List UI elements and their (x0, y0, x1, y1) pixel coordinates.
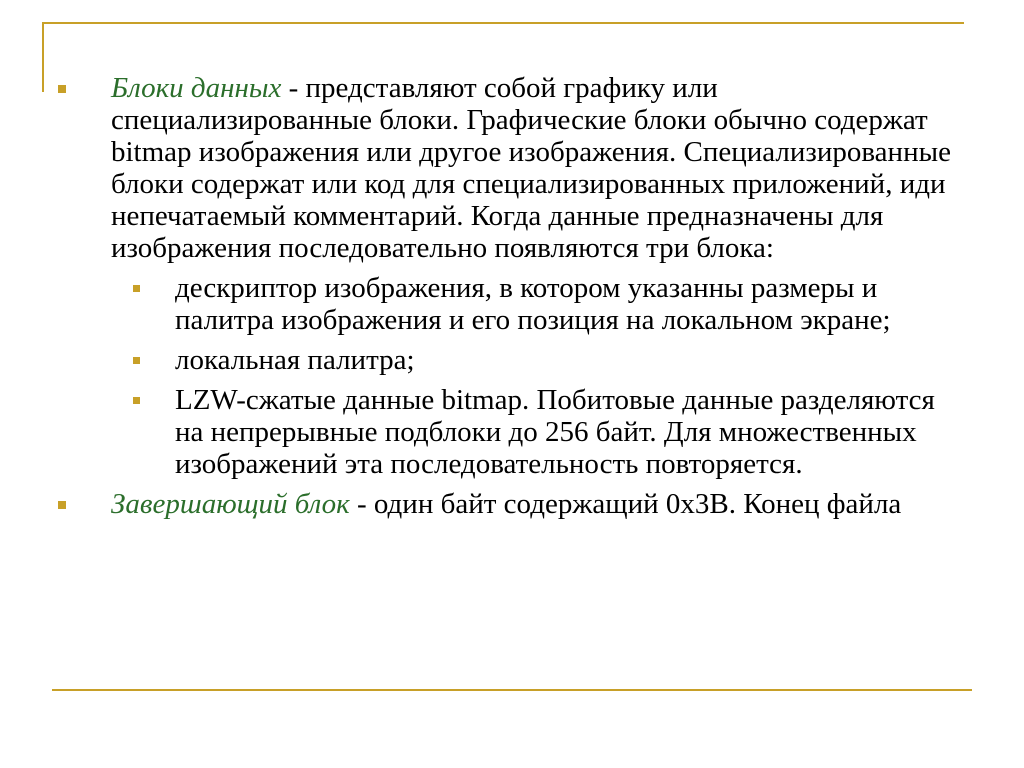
sublist-item (111, 344, 958, 376)
list-item-trailer-block (58, 488, 958, 520)
term-trailer-block: Завершающий блок (111, 488, 350, 520)
square-bullet-icon (133, 285, 140, 292)
square-bullet-icon (133, 357, 140, 364)
sublist-item-text: локальная палитра; (175, 344, 415, 376)
bottom-rule (52, 689, 972, 691)
sublist-item-text: дескриптор изображения, в котором указанны размеры и палитра изображения и его позиция на локальном экране; (175, 272, 891, 336)
square-bullet-icon (58, 501, 66, 509)
slide-content (58, 72, 958, 520)
sublist-item-text: LZW-сжатые данные bitmap. Побитовые данные разделяются на непрерывные подблоки до 256 байт. Для множественных изображений эта последовательность повторяется. (175, 384, 935, 480)
sublist-item (111, 384, 958, 480)
sublist-item (111, 272, 958, 336)
square-bullet-icon (58, 85, 66, 93)
sublist (111, 272, 958, 480)
term-data-blocks: Блоки данных (111, 72, 282, 104)
square-bullet-icon (133, 397, 140, 404)
item-text: - один байт содержащий 0x3B. Конец файла (349, 488, 902, 520)
list-item-data-blocks (58, 72, 958, 480)
top-rule (42, 22, 964, 24)
left-rule (42, 22, 44, 92)
item-text: - представляют собой графику или специализированные блоки. Графические блоки обычно содержат bitmap изображения или другое изображения. Специализированные блоки содержат или код для специализированных приложений, иди непечатаемый комментарий. Когда данные предназначены для изображения последовательно появляются три блока: (111, 72, 951, 264)
